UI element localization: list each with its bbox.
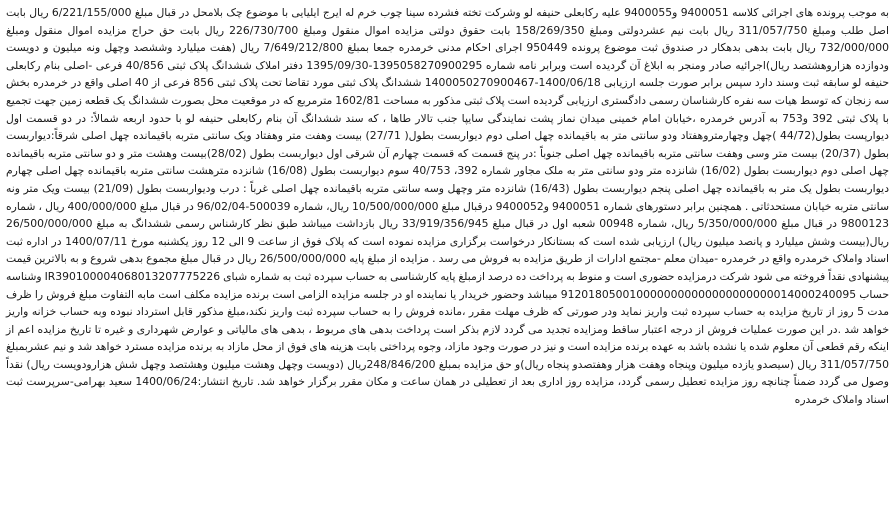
auction-notice-text: به موجب پرونده های اجرائی کلاسه 9400051 و9400055 علیه رکابعلی حنیفه لو وشرکت تخته فشرده سینا چوب خرم له ایرج ایلیایی با موضوع چک بلامحل در قبال مبلغ 6/221/155/000 ریال بابت اصل طلب ومبلغ 311/057/750 ریال بابت نیم عشردولتی ومبلغ 158/269/350 بابت حقوق دولتی مزایده اموال منقول ومبلغ 226/730/700 ریال بابت حق حراج مزایده اموال منقول ومبلغ 732/000/000 ریال بابت بدهی بدهکار در صندوق ثبت موضوع پرونده 950449 اجرای احکام مدنی خرمدره جمعا بمبلغ 7/649/212/800 ریال (هفت میلیارد وششصد وچهل ونه میلیون و دویست ودوازده هزاروهشتصد ریال)اجرائیه صادر ومنجر به ابلاغ آن گردیده است وبرابر نامه شماره 139505827090029‌5-1395/09/30 دفتر املاک ششدانگ پلاک ثبتی 40/856 فرعی -اصلی بنام رکابعلی حنیفه لو سابقه ثبت وسند دارد سپس برابر صورت جلسه ارزیابی 1400/06/18-140005027090046‌7 ششدانگ پلاک ثبتی مورد تقاضا تحت پلاک ثبتی 856 فرعی از 40 اصلی واقع در خرمدره بخش سه زنجان که توسط هیات سه نفره کارشناسان رسمی دادگستری ارزیابی گردیده است پلاک ثبتی مذکور به مساحت 1602/81 مترمربع که در موقعیت محل بصورت ششدانگ یک قطعه زمین جهت تجمیع با پلاک ثبتی 392 و753 به آدرس خرمدره ،خیابان امام خمینی میدان نماز پشت نمایندگی سایپا جنب تالار طاها ، که سند ششدانگ آن بنام رکابعلی حنیفه لو با حدود اربعه شمالاً: در دو قسمت اول دیوارپست بطول(44/72 )چهل وچهارمتروهفتاد ودو سانتی متر به باقیمانده چهل اصلی دوم دیواربست بطول( 27/71) بیست وهفت متر وهفتاد ویک سانتی متربه باقیمانده چهل اصلی شرقاً:دیواربست بطول (20/37) بیست متر وسی وهفت سانتی متربه باقیمانده چهل اصلی جنوباً :در پنج قسمت که قسمت چهارم آن شرقی اول دیواربست بطول (28/02)بیست وهشت متر و دو سانتی متربه باقیمانده چهل اصلی دوم دیواربست بطول (16/02) شانزده متر ودو سانتی متر به ملک مجاور شماره 392، 40/753 سوم دیواربست بطول (16/08) شانزده مترهشت سانتی متربه باقیمانده چهل اصلی چهارم دیواربست بطول یک متر به باقیمانده چهل اصلی پنجم دیواربست بطول (16/43) شانزده متر وچهل وسه سانتی متربه باقیمانده چهل اصلی غرباً : درب ودیواربست بطول (21/09) بیست ویک متر ونه سانتی متربه خیابان مستحدثاتی . همچنین برابر دستورهای شماره 9400051 و9400052 درقبال مبلغ 10/500/000/000 ریال، شماره 500039-96/02/04 در قبال مبلغ 400/000/000 ریال ، شماره 9800123 در قبال مبلغ 5/350/000/000 ریال، شماره 00948 شعبه اول در قبال مبلغ 33/919/356/945 ریال بازداشت میباشد طبق نظر کارشناس رسمی ششدانگ به مبلغ 26/500/000/000 ریال(بیست وشش میلیارد و پانصد میلیون ریال) ارزیابی شده است که بستانکار درخواست برگزاری مزایده نموده است که پلاک فوق از ساعت 9 الی 12 روز یکشنبه مورخ 1400/07/11 در اداره ثبت اسناد واملاک خرمدره واقع در خرمدره -میدان معلم -مجتمع ادارات از طریق مزایده به فروش می رسد . مزایده از مبلغ پایه 26/500/000/000 ریال در قبال مبلغ مجموع بدهی شروع و به بالاترین قیمت پیشنهادی نقداً فروخته می شود شرکت درمزایده حضوری است و منوط به پرداخت ده درصد ازمبلغ پایه کارشناسی به حساب سپرده ثبت به شماره شبای IR390100004068013207775226 وشناسه حساب 9120180500100000000000000000000014000240095 میباشد وحضور خریدار یا نماینده او در جلسه مزایده الزامی است برنده مزایده مکلف است مابه التفاوت مبلغ فروش را ظرف مدت 5 روز از تاریخ مزایده به حساب سپرده ثبت واریز نماید ودر صورتی که ظرف مهلت مقرر ،مانده فروش را به حساب سپرده ثبت واریز نکند،مبلغ مذکور قابل استرداد نبوده وبه حساب خزانه واریز خواهد شد .در این صورت عملیات فروش از درجه اعتبار ساقط ومزایده تجدید می گردد لازم بذکر است پرداخت بدهی های مربوط ، بدهی های مالیاتی و عوارض شهرداری و غیره تا تاریخ مزایده اعم از اینکه رقم قطعی آن معلوم شده یا نشده باشد به عهده برنده مزایده است و نیز در صورت وجود مازاد، وجوه پرداختی بابت هزینه های فوق از محل مازاد به برنده مزایده مسترد خواهد شد و نیم عشربمبلغ 311/057/750 ریال (سیصدو یازده میلیون وپنجاه وهفت هزار وهفتصدو پنجاه ریال)و حق مزایده بمبلغ 248/846/200ریال (دویست وچهل وهشت میلیون وهشتصد وچهل شش هزارودویست ریال) نقداً وصول می گردد ضمناً چنانچه روز مزایده تعطیل رسمی گردد، مزایده روز اداری بعد از تعطیلی در همان ساعت و مکان مقرر برگزار خواهد شد. تاریخ انتشار:1400/06/24 سعید بهرامی-سرپرست ثبت اسناد واملاک خرمدره: [6, 6, 890, 407]
